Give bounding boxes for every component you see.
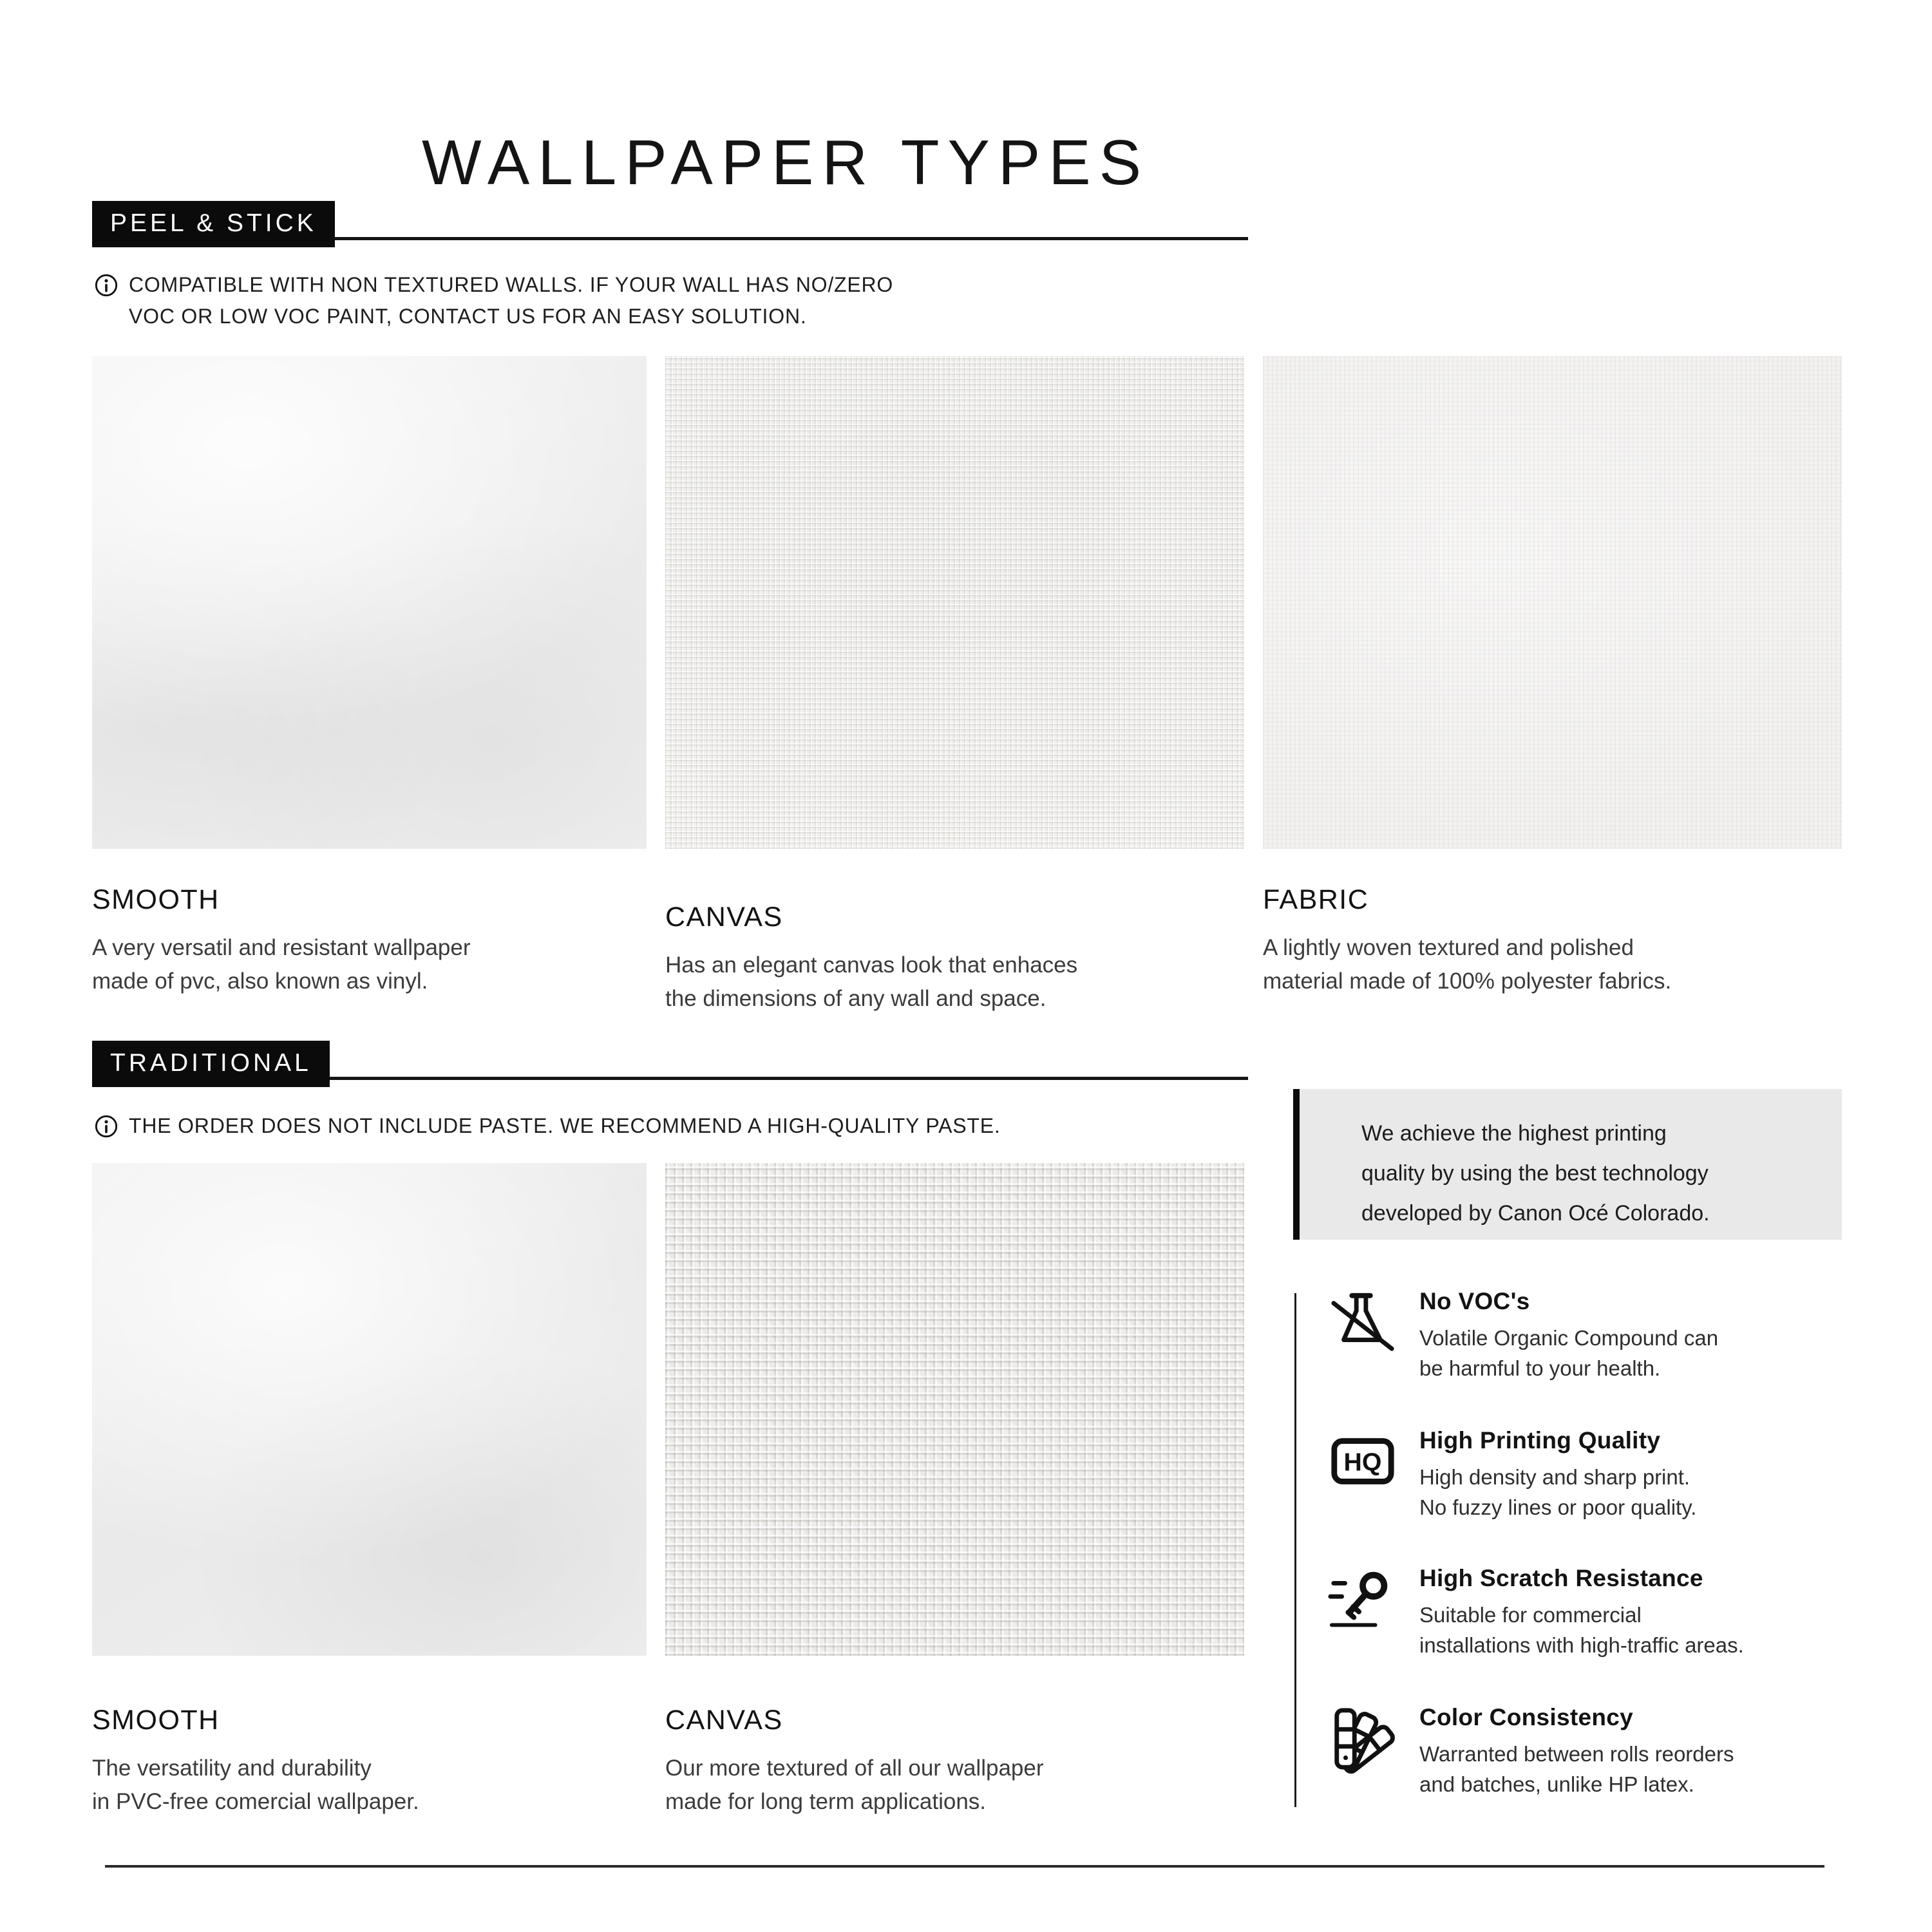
feature-title: High Scratch Resistance	[1419, 1565, 1703, 1591]
traditional-section-header	[92, 1041, 1248, 1087]
feature-item-high-printing-quality	[1328, 1427, 1850, 1522]
feature-title: No VOC's	[1419, 1288, 1530, 1314]
peel-stick-badge: PEEL & STICK	[92, 201, 335, 247]
swatch-card-smooth	[92, 356, 647, 1016]
traditional-swatch-row	[92, 1163, 1244, 1819]
swatch-card-canvas	[665, 356, 1244, 1016]
color-swatches-icon	[1328, 1704, 1397, 1774]
swatch-card-fabric	[1263, 356, 1842, 1016]
peel-stick-note	[94, 269, 893, 332]
swatch-image-canvas	[665, 1163, 1244, 1656]
feature-title: Color Consistency	[1419, 1704, 1633, 1730]
feature-item-no-voc	[1328, 1288, 1850, 1383]
swatch-title: CANVAS	[665, 902, 783, 933]
swatch-card-smooth	[92, 1163, 647, 1819]
info-icon	[94, 273, 118, 298]
feature-text	[1419, 1565, 1744, 1660]
swatch-image-fabric	[1263, 356, 1842, 849]
swatch-image-smooth	[92, 356, 647, 849]
swatch-caption	[665, 902, 1244, 1016]
feature-text	[1419, 1288, 1718, 1383]
swatch-caption	[92, 1705, 647, 1819]
feature-description: Suitable for commercial installations with high-traffic areas.	[1419, 1603, 1744, 1657]
swatch-description: Has an elegant canvas look that enhaces the dimensions of any wall and space.	[665, 952, 1078, 1011]
swatch-title: SMOOTH	[92, 1705, 220, 1736]
feature-description: High density and sharp print. No fuzzy lines or poor quality.	[1419, 1465, 1697, 1519]
traditional-note-text	[129, 1110, 1001, 1142]
note-line: VOC OR LOW VOC PAINT, CONTACT US FOR AN EASY SOLUTION.	[129, 305, 807, 328]
bottom-rule	[105, 1865, 1824, 1868]
feature-title: High Printing Quality	[1419, 1427, 1661, 1454]
swatch-title: CANVAS	[665, 1705, 783, 1736]
swatch-caption	[1263, 884, 1842, 998]
no-voc-flask-icon	[1328, 1288, 1397, 1358]
swatch-title: SMOOTH	[92, 884, 220, 915]
swatch-caption	[665, 1705, 1244, 1819]
peel-stick-section-header	[92, 201, 1248, 247]
traditional-badge: TRADITIONAL	[92, 1041, 330, 1087]
key-icon	[1328, 1565, 1397, 1634]
swatch-description: A lightly woven textured and polished material made of 100% polyester fabrics.	[1263, 935, 1672, 994]
quality-accent-bar	[1293, 1089, 1300, 1240]
info-icon	[94, 1114, 118, 1139]
swatch-title: FABRIC	[1263, 884, 1369, 915]
svg-text:HQ: HQ	[1343, 1448, 1382, 1477]
swatch-caption	[92, 884, 647, 998]
feature-item-high-scratch-resistance	[1328, 1565, 1850, 1660]
feature-description: Volatile Organic Compound can be harmful to your health.	[1419, 1326, 1719, 1380]
note-line: THE ORDER DOES NOT INCLUDE PASTE. WE RECOMMEND A HIGH-QUALITY PASTE.	[129, 1114, 1001, 1137]
swatch-image-canvas	[665, 356, 1244, 849]
page-title: WALLPAPER TYPES	[422, 126, 1150, 198]
swatch-card-canvas	[665, 1163, 1244, 1819]
swatch-description: The versatility and durability in PVC-free comercial wallpaper.	[92, 1756, 419, 1814]
peel-stick-swatch-row	[92, 356, 1842, 1016]
feature-text	[1419, 1704, 1734, 1799]
peel-stick-rule	[335, 237, 1248, 240]
feature-text	[1419, 1427, 1696, 1522]
feature-item-color-consistency	[1328, 1704, 1850, 1799]
features-divider-line	[1294, 1293, 1296, 1807]
note-line: COMPATIBLE WITH NON TEXTURED WALLS. IF YOUR WALL HAS NO/ZERO	[129, 273, 894, 296]
traditional-note	[94, 1110, 1001, 1142]
hq-badge-icon	[1328, 1427, 1397, 1497]
swatch-description: Our more textured of all our wallpaper made for long term applications.	[665, 1756, 1044, 1814]
swatch-description: A very versatil and resistant wallpaper made of pvc, also known as vinyl.	[92, 935, 471, 994]
swatch-image-smooth	[92, 1163, 647, 1656]
peel-stick-note-text	[129, 269, 893, 332]
traditional-rule	[330, 1077, 1248, 1080]
feature-description: Warranted between rolls reorders and batches, unlike HP latex.	[1419, 1742, 1734, 1796]
quality-note-box: We achieve the highest printing quality by using the best technology developed by Canon Océ Colorado.	[1300, 1089, 1842, 1240]
